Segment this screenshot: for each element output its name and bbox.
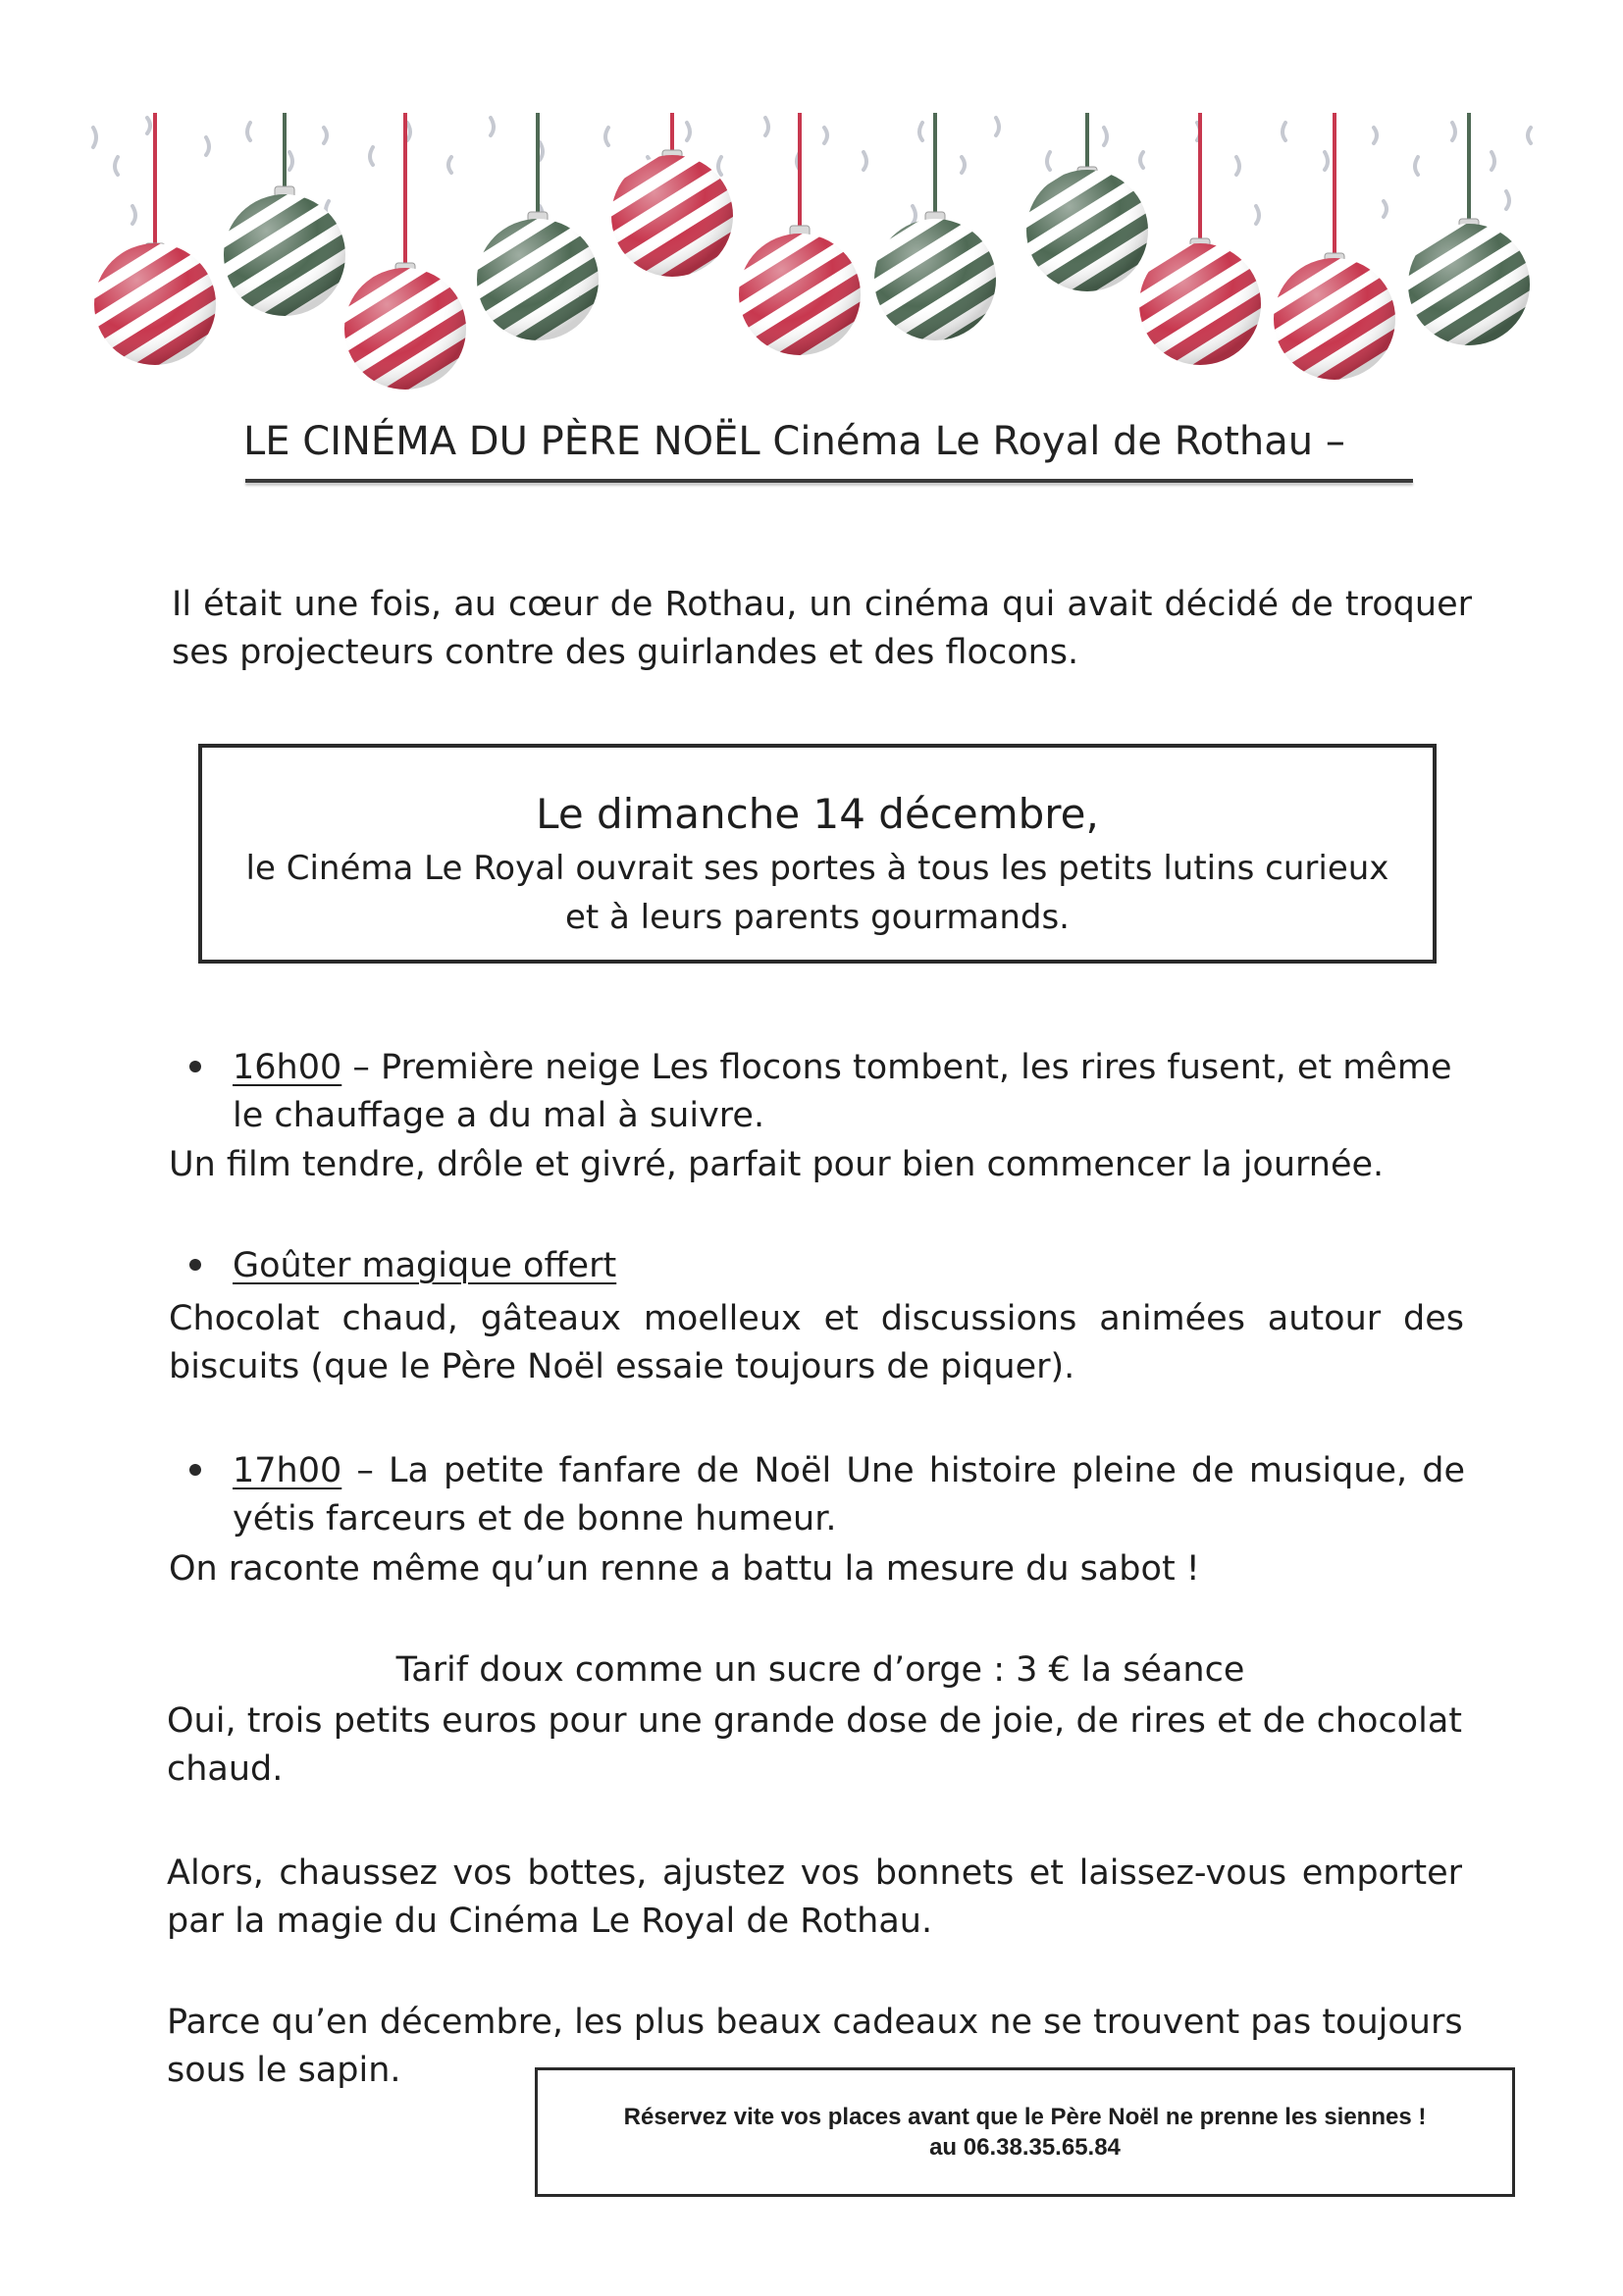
title-underline <box>245 479 1413 483</box>
event-date: Le dimanche 14 décembre, <box>536 790 1099 838</box>
event-date-box <box>198 744 1437 964</box>
reservation-callout: Réservez vite vos places avant que le Père Noël ne prenne les siennes ! <box>623 2104 1427 2130</box>
program-item-headline <box>233 1447 1465 1543</box>
bullet-dot <box>189 1061 201 1072</box>
program-title: – La petite fanfare de Noël Une histoire pleine de musique, de yétis farceurs et de bonne humeur. <box>233 1451 1465 1539</box>
program-detail: On raconte même qu’un renne a battu la mesure du sabot ! <box>169 1549 1200 1589</box>
christmas-ornaments-banner <box>79 98 1550 422</box>
page-title: LE CINÉMA DU PÈRE NOËL Cinéma Le Royal de Rothau – <box>243 419 1345 464</box>
tarif-text: Oui, trois petits euros pour une grande dose de joie, de rires et de chocolat chaud. <box>167 1701 1462 1789</box>
program-detail: Chocolat chaud, gâteaux moelleux et discussions animées autour des biscuits (que le Père Noël essaie toujours de piquer). <box>169 1299 1464 1386</box>
closing-paragraph: Alors, chaussez vos bottes, ajustez vos bonnets et laissez-vous emporter par la magie du Cinéma Le Royal de Rothau. <box>167 1853 1462 1941</box>
bullet-dot <box>189 1464 201 1476</box>
program-item-headline <box>233 1044 1465 1140</box>
tarif-heading: Tarif doux comme un sucre d’orge : 3 € la séance <box>395 1650 1245 1690</box>
event-description: le Cinéma Le Royal ouvrait ses portes à tous les petits lutins curieux et à leurs parents gourmands. <box>245 849 1389 937</box>
program-time: 17h00 <box>233 1451 342 1490</box>
program-title: – Première neige Les flocons tombent, les rires fusent, et même le chauffage a du mal à suivre. <box>233 1048 1452 1135</box>
bullet-dot <box>189 1259 201 1271</box>
closing-paragraph: Parce qu’en décembre, les plus beaux cadeaux ne se trouvent pas toujours sous le sapin. <box>167 2003 1463 2090</box>
program-time: 16h00 <box>233 1048 342 1087</box>
reservation-box <box>535 2067 1515 2197</box>
program-detail: Un film tendre, drôle et givré, parfait pour bien commencer la journée. <box>169 1145 1385 1184</box>
program-title: Goûter magique offert <box>233 1246 617 1285</box>
reservation-phone: au 06.38.35.65.84 <box>929 2134 1121 2161</box>
program-item-headline <box>233 1242 1465 1290</box>
intro-paragraph: Il était une fois, au cœur de Rothau, un cinéma qui avait décidé de troquer ses projecteurs contre des guirlandes et des flocons. <box>172 585 1472 672</box>
